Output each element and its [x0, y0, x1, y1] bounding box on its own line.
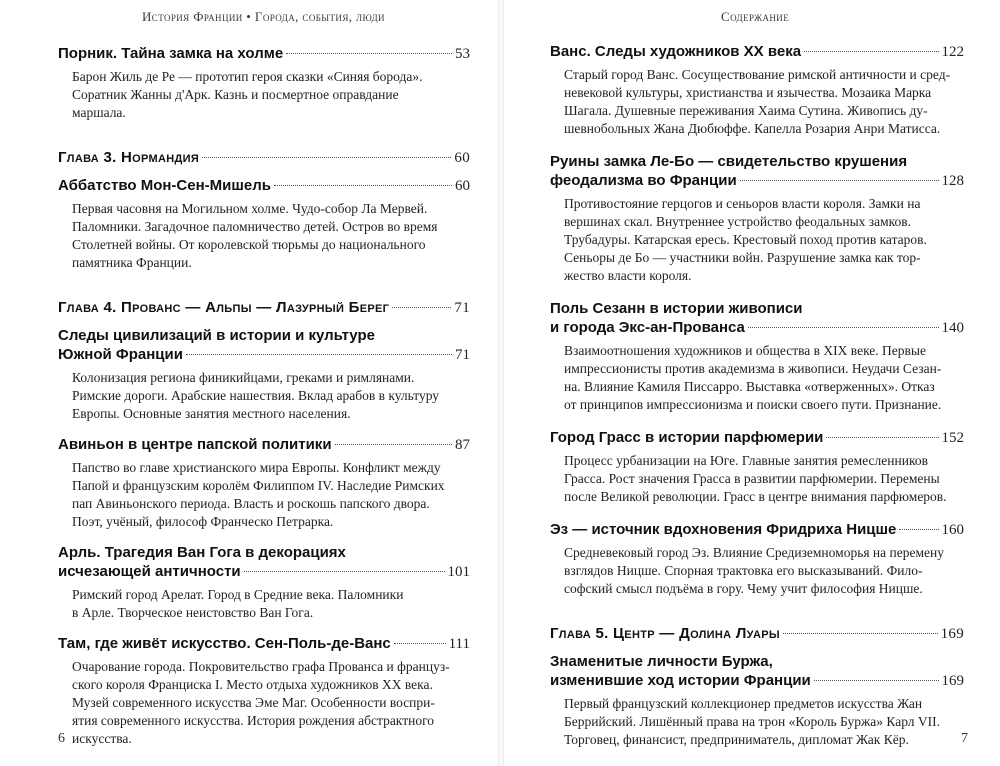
entry-title-line: Знаменитые личности Буржа, — [550, 653, 773, 670]
leader-dots — [814, 680, 939, 681]
toc-entry — [58, 634, 470, 748]
entry-page: 140 — [941, 320, 964, 336]
entry-page: 101 — [447, 564, 470, 580]
leader-dots — [826, 437, 938, 438]
toc-entry — [550, 299, 964, 414]
entry-title-line: Руины замка Ле-Бо — свидетельство крушения — [550, 153, 908, 170]
entry-page: 53 — [455, 46, 470, 62]
entry-title: Ванс. Следы художников XX века — [550, 43, 802, 60]
entry-description: Процесс урбанизации на Юге. Главные занятия ремесленников Грасса. Рост значения Грасса в развитии парфюмерии. Перемены после Великой революции. Грасс в центре внимания парфюмеров. — [564, 453, 947, 504]
entry-title-line: Арль. Трагедия Ван Гога в декорациях — [58, 544, 346, 561]
toc-list — [550, 42, 964, 749]
entry-page: 160 — [941, 522, 964, 538]
entry-title: Аббатство Мон-Сен-Мишель — [58, 177, 271, 194]
entry-title: Город Грасс в истории парфюмерии — [550, 429, 824, 446]
entry-description: Колонизация региона финикийцами, греками и римлянами. Римские дороги. Арабские нашествия. Вклад арабов в культуру Европы. Основные занятия местного населения. — [72, 370, 440, 421]
book-gutter — [498, 0, 504, 766]
entry-title: Авиньон в центре папской политики — [58, 436, 332, 453]
chapter-title: Глава 5. Центр — Долина Луары — [550, 625, 780, 642]
leader-dots — [392, 307, 451, 308]
toc-entry — [58, 44, 470, 122]
toc-entry — [550, 428, 964, 506]
entry-title-line: Поль Сезанн в истории живописи — [550, 300, 803, 317]
entry-description: Папство во главе христианского мира Европы. Конфликт между Папой и французским королём Филиппом IV. Наследие Римских пап Авиньонского периода. Власть и роскошь папского двора. Поэт, учёный, философ Франческо Петрарка. — [72, 460, 445, 529]
entry-title-line: Следы цивилизаций в истории и культуре — [58, 327, 375, 344]
page-number: 7 — [961, 731, 968, 746]
entry-title: и города Экс-ан-Прованса — [550, 319, 745, 336]
entry-title: Южной Франции — [58, 346, 183, 363]
entry-description: Римский город Арелат. Город в Средние века. Паломники в Арле. Творческое неистовство Ван Гога. — [72, 587, 404, 620]
toc-list — [58, 44, 470, 748]
leader-dots — [286, 53, 452, 54]
entry-page: 128 — [941, 173, 964, 189]
entry-page: 60 — [454, 150, 470, 166]
toc-entry — [550, 42, 964, 138]
entry-page: 169 — [940, 626, 964, 642]
toc-entry — [58, 543, 470, 622]
entry-title: исчезающей античности — [58, 563, 241, 580]
entry-description: Противостояние герцогов и сеньоров власти короля. Замки на вершинах скал. Внутреннее устройство феодальных замков. Трубадуры. Катарская ересь. Крестовый поход против катаров. Сеньоры де Бо — участники войн. Разрушение замка как тор- жество власти короля. — [564, 196, 927, 283]
chapter-heading — [58, 148, 470, 168]
entry-title: Порник. Тайна замка на холме — [58, 45, 284, 62]
entry-page: 111 — [448, 636, 470, 652]
leader-dots — [202, 157, 451, 158]
chapter-title: Глава 4. Прованс — Альпы — Лазурный Берег — [58, 299, 390, 316]
toc-entry — [58, 435, 470, 531]
chapter-heading — [58, 298, 470, 318]
entry-title: Там, где живёт искусство. Сен-Поль-де-Ванс — [58, 635, 391, 652]
leader-dots — [899, 529, 938, 530]
leader-dots — [804, 51, 938, 52]
right-page — [506, 0, 1000, 766]
leader-dots — [274, 185, 452, 186]
toc-entry — [550, 520, 964, 598]
left-page — [0, 0, 496, 766]
leader-dots — [244, 571, 445, 572]
toc-entry — [550, 652, 964, 749]
entry-page: 71 — [455, 347, 470, 363]
chapter-title: Глава 3. Нормандия — [58, 149, 200, 166]
running-head: Содержание — [721, 9, 790, 24]
entry-description: Старый город Ванс. Сосуществование римской античности и сред- невековой культуры, христианства и язычества. Мозаика Марка Шагала. Душевные переживания Хаима Сутина. Живопись ду- шевнобольных Жана Дюбюффе. Капелла Розария Анри Матисса. — [564, 67, 951, 136]
entry-page: 169 — [941, 673, 964, 689]
entry-page: 152 — [941, 430, 964, 446]
leader-dots — [394, 643, 446, 644]
entry-title: феодализма во Франции — [550, 172, 737, 189]
toc-entry — [550, 152, 964, 285]
entry-page: 122 — [941, 44, 964, 60]
running-head: История Франции • Города, события, люди — [142, 9, 385, 24]
entry-title: изменившие ход истории Франции — [550, 672, 811, 689]
entry-page: 71 — [454, 300, 470, 316]
entry-description: Первая часовня на Могильном холме. Чудо-собор Ла Мервей. Паломники. Загадочное паломничество детей. Остров во время Столетней войны. От королевской тюрьмы до национального памятника Франции. — [72, 201, 438, 270]
toc-entry — [58, 176, 470, 272]
entry-page: 60 — [455, 178, 470, 194]
entry-description: Барон Жиль де Ре — прототип героя сказки «Синяя борода». Соратник Жанны д'Арк. Казнь и посмертное оправдание маршала. — [72, 69, 423, 120]
toc-entry — [58, 326, 470, 423]
entry-description: Средневековый город Эз. Влияние Средиземноморья на перемену взглядов Ницше. Спорная трактовка его высказываний. Фило- софский смысл подъёма в гору. Чему учит философия Ницше. — [564, 545, 944, 596]
page-number: 6 — [58, 731, 65, 746]
leader-dots — [783, 633, 938, 634]
leader-dots — [748, 327, 939, 328]
leader-dots — [740, 180, 939, 181]
entry-description: Взаимоотношения художников и общества в XIX веке. Первые импрессионисты против академизма в живописи. Неудачи Сезан- на. Влияние Камиля Писсарро. Выставка «отверженных». Отказ от принципов импрессионизма и поиски своего пути. Признание. — [564, 343, 942, 412]
entry-title: Эз — источник вдохновения Фридриха Ницше — [550, 521, 897, 538]
entry-description: Очарование города. Покровительство графа Прованса и француз- ского короля Франциска I. Место отдыха художников XX века. Музей современного искусства Эме Маг. Особенности воспри- ятия современного искусства. История рождения абстрактного искусства. — [72, 659, 450, 746]
entry-page: 87 — [455, 437, 470, 453]
chapter-heading — [550, 624, 964, 644]
entry-description: Первый французский коллекционер предметов искусства Жан Беррийский. Лишённый права на трон «Король Буржа» Карл VII. Торговец, финансист, предприниматель, дипломат Жак Кёр. — [564, 696, 941, 747]
leader-dots — [186, 354, 452, 355]
leader-dots — [335, 444, 452, 445]
